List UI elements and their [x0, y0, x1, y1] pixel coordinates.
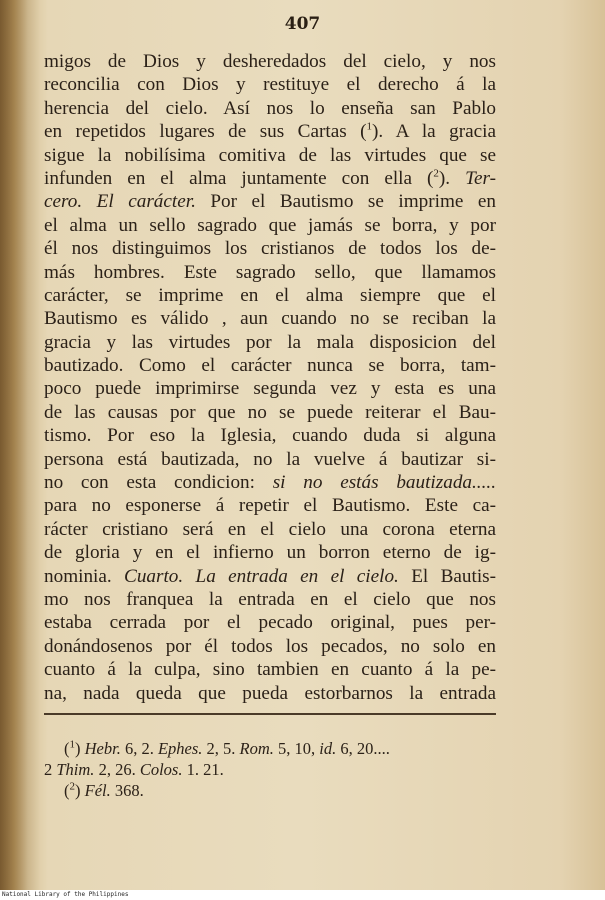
- italic-text: Thim.: [56, 760, 95, 779]
- italic-text: Rom.: [239, 739, 274, 758]
- text-run: 6, 2.: [120, 739, 158, 758]
- footnote-line: [44, 738, 504, 759]
- text-line: [44, 237, 496, 260]
- italic-text: Ephes.: [157, 739, 203, 758]
- text-run: ): [75, 781, 85, 800]
- text-line: [44, 541, 496, 564]
- body-text: [44, 50, 496, 705]
- footnote-rule: [44, 713, 496, 715]
- text-run: 1. 21.: [182, 760, 224, 779]
- text-line: [44, 50, 496, 73]
- footnote-marker: 1: [366, 120, 373, 133]
- text-run: el alma un sello sagrado que jamás se borra, y por: [44, 214, 496, 236]
- text-run: carácter, se imprime en el alma siempre que el: [44, 284, 496, 306]
- text-run: 2: [44, 760, 57, 779]
- text-line: [44, 635, 496, 658]
- text-run: ): [75, 739, 85, 758]
- footnote-marker: 1: [69, 738, 75, 751]
- italic-text: Fél.: [84, 781, 111, 800]
- text-line: [44, 471, 496, 494]
- footnote-line: [44, 780, 504, 801]
- text-line: [44, 167, 496, 190]
- text-line: [44, 120, 496, 143]
- text-line: [44, 401, 496, 424]
- text-run: bautizado. Como el carácter nunca se borra, tam-: [44, 355, 496, 377]
- text-run: mo nos franquea la entrada en el cielo que nos: [44, 588, 496, 610]
- text-run: (: [64, 739, 70, 758]
- italic-text: si no estás bautizada.....: [272, 472, 496, 494]
- text-run: persona está bautizada, no la vuelve á bautizar si-: [44, 448, 496, 470]
- text-run: reconcilia con Dios y restituye el derecho á la: [44, 74, 496, 96]
- text-run: migos de Dios y desheredados del cielo, y nos: [44, 51, 496, 72]
- text-run: gracia y las virtudes por la mala disposicion del: [44, 331, 496, 353]
- text-line: [44, 682, 496, 705]
- text-run: 6, 20....: [336, 739, 390, 758]
- text-line: [44, 494, 496, 517]
- text-run: estaba cerrada por el pecado original, pues per-: [44, 612, 496, 634]
- text-line: [44, 658, 496, 681]
- text-run: Bautismo es válido , aun cuando no se reciban la: [44, 308, 496, 330]
- text-run: sigue la nobilísima comitiva de las virtudes que se: [44, 144, 496, 166]
- text-line: [44, 261, 496, 284]
- footnote-marker: 2: [69, 780, 75, 793]
- text-line: [44, 518, 496, 541]
- text-line: [44, 190, 496, 213]
- italic-text: id.: [319, 739, 337, 758]
- text-run: ). A la gracia: [372, 121, 496, 143]
- text-run: 2, 26.: [94, 760, 140, 779]
- text-run: herencia del cielo. Así nos lo enseña san Pablo: [44, 97, 496, 119]
- text-run: más hombres. Este sagrado sello, que llamamos: [44, 261, 496, 283]
- text-run: para no esponerse á repetir el Bautismo. Este ca-: [44, 495, 496, 517]
- page-number: 407: [284, 14, 321, 34]
- text-line: [44, 284, 496, 307]
- text-run: en repetidos lugares de sus Cartas (: [44, 121, 367, 143]
- text-run: él nos distinguimos los cristianos de todos los de-: [44, 238, 496, 260]
- footnote-marker: 2: [433, 167, 439, 180]
- text-line: [44, 97, 496, 120]
- text-line: [44, 354, 496, 377]
- text-run: cuanto á la culpa, sino tambien en cuanto á la pe-: [44, 659, 496, 681]
- text-line: [44, 144, 496, 167]
- italic-text: Colos.: [139, 760, 183, 779]
- binding-shadow: [0, 0, 40, 890]
- text-run: nominia.: [44, 565, 125, 587]
- text-run: 368.: [110, 781, 144, 800]
- text-line: [44, 424, 496, 447]
- text-run: na, nada queda que pueda estorbarnos la entrada: [44, 682, 496, 704]
- footer-credit: National Library of the Philippines: [0, 890, 605, 900]
- text-run: de gloria y en el infierno un borron eterno de ig-: [44, 542, 496, 564]
- italic-text: Ter-: [465, 167, 496, 189]
- text-run: no con esta condicion:: [44, 472, 273, 494]
- text-line: [44, 611, 496, 634]
- text-run: poco puede imprimirse segunda vez y esta es una: [44, 378, 496, 400]
- italic-text: Cuarto. La entrada en el cielo.: [124, 565, 399, 587]
- italic-text: cero. El carácter.: [44, 191, 196, 213]
- text-line: [44, 377, 496, 400]
- text-run: El Bautis-: [398, 565, 497, 587]
- text-run: tismo. Por eso la Iglesia, cuando duda si alguna: [44, 425, 496, 447]
- footnotes: [44, 738, 504, 801]
- text-run: 5, 10,: [273, 739, 320, 758]
- text-line: [44, 73, 496, 96]
- text-line: [44, 331, 496, 354]
- text-line: [44, 214, 496, 237]
- text-run: (: [64, 781, 70, 800]
- italic-text: Hebr.: [84, 739, 121, 758]
- text-run: 2, 5.: [202, 739, 240, 758]
- text-line: [44, 588, 496, 611]
- footnote-line: [44, 759, 504, 780]
- text-run: de las causas por que no se puede reiterar el Bau-: [44, 401, 496, 423]
- text-run: rácter cristiano será en el cielo una corona eterna: [44, 518, 496, 540]
- text-run: infunden en el alma juntamente con ella (: [44, 167, 434, 189]
- text-run: donándosenos por él todos los pecados, no solo en: [44, 635, 496, 657]
- text-line: [44, 565, 496, 588]
- text-line: [44, 307, 496, 330]
- text-run: ).: [438, 167, 466, 189]
- text-run: Por el Bautismo se imprime en: [195, 191, 496, 213]
- text-line: [44, 448, 496, 471]
